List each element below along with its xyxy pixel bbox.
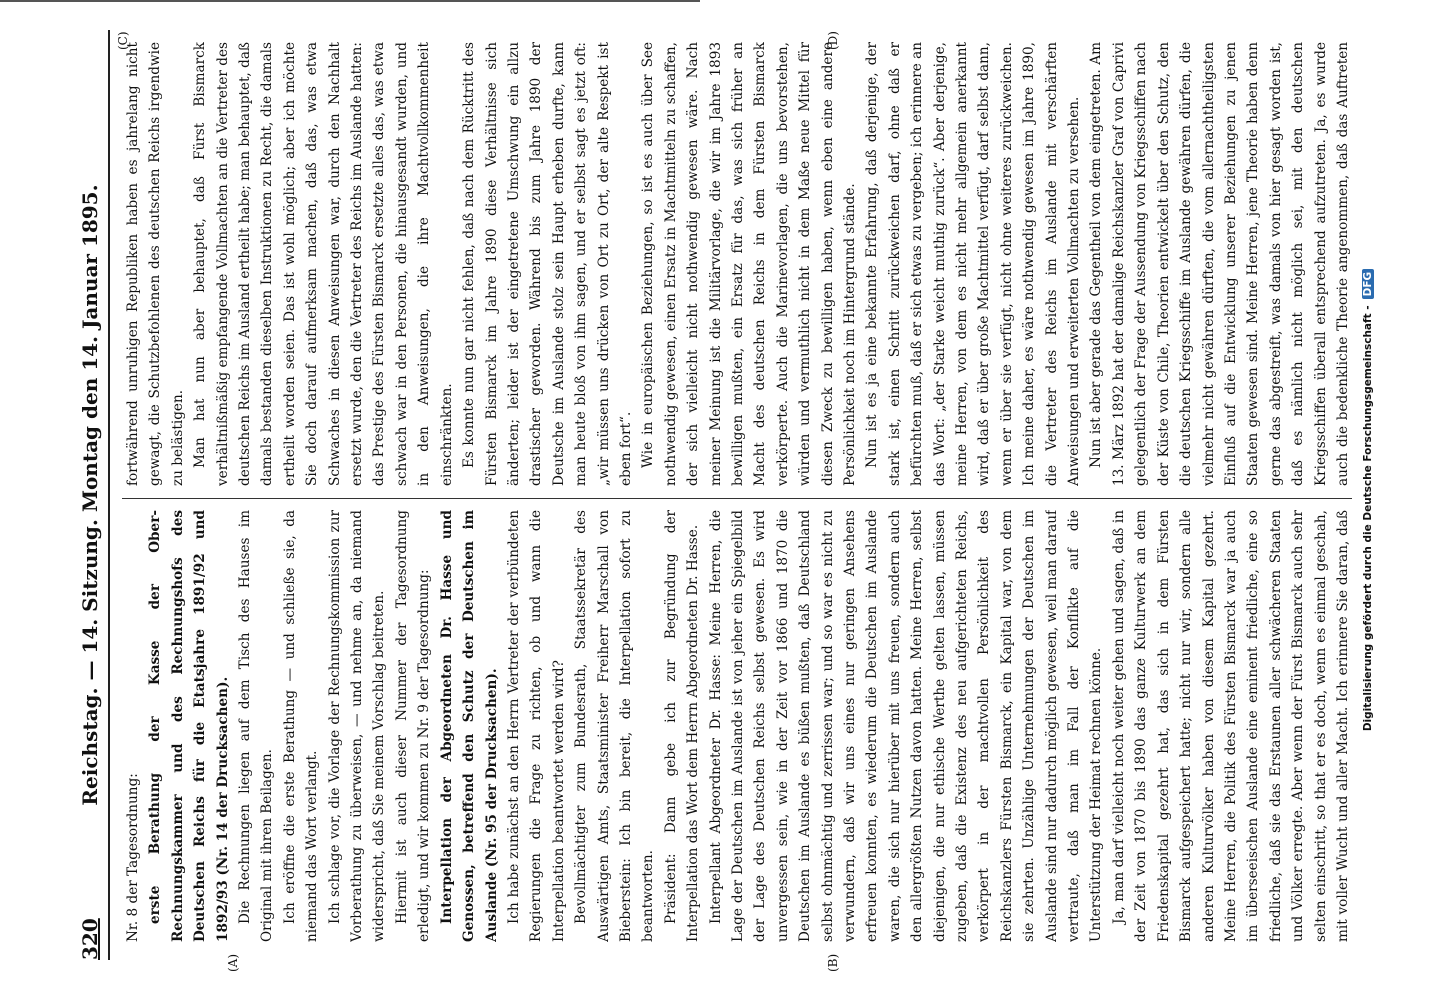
paragraph: Wie in europäischen Beziehungen, so ist es auch über See nothwendig gewesen, einen Ersatz in Machtmitteln zu schaffen, der sich vielleicht nicht nothwendig gewesen wäre. Nach meiner Meinung ist die Militärvorlage, die wir im Jahre 1893 bewilligen mußten, ein Ersatz für das, was sich früher an Macht des deutschen Reichs in dem Fürsten Bismarck verkörperte. Auch die Marinevorlagen, die uns bevorstehen, würden und vermuthlich nicht in dem Maße neue Mittel für diesen Zweck zu bewilligen haben, wenn eben eine andere Persönlichkeit noch im Hintergrund stände. (640, 42, 858, 486)
text-column-left (122, 510, 1352, 942)
paragraph: Nun ist aber gerade das Gegentheil von dem eingetreten. Am 13. März 1892 hat der damalige Reichskanzler Graf von Caprivi gelegentlich der Frage der Aussendung von Kriegsschiffen nach der Küste von Chile, Theorien entwickelt über den Schutz, den die deutschen Kriegsschiffe im Auslande gewähren dürfen, die vielmehr nicht gewähren dürften, die vom allernachtheiligsten Einfluß auf die Entwicklung unserer Beziehungen zu jenen Staaten gewesen sind. Meine Herren, jene Theorie haben denn gerne das abgestreift, was damals von hier gesagt worden ist, daß es nämlich nicht möglich sei, mit den deutschen Kriegsschiffen überall entsprechend aufzutreten. Ja, es wurde auch die bedenkliche Theorie angenommen, daß das Auftreten (1088, 42, 1351, 486)
running-title: Reichstag. — 14. Sitzung. Montag den 14. Januar 1895. (78, 184, 102, 806)
paragraph: Interpellant Abgeordneter Dr. Hasse: Meine Herren, die Lage der Deutschen im Auslande ist von jeher ein Spiegelbild der Lage des Deutschen Reichs selbst gewesen. Es wird unvergessen sein, wie in der Zeit vor 1866 und 1870 die Deutschen im Auslande es büßen mußten, daß Deutschland selbst ohnmächtig und zerrissen war; und so war es nicht zu verwundern, daß wir uns eines nur geringen Ansehens erfreuen konnten, es wiederum die Deutschen im Auslande waren, die sich nur hierüber mit uns freuen, sondern auch den allergrößten Nutzen davon hatten. Meine Herren, selbst diejenigen, die nur ethische Werthe gelten lassen, müssen zugeben, daß die Existenz des neu aufgerichteten Reichs, verkörpert in der machtvollen Persönlichkeit des Reichskanzlers Fürsten Bismarck, ein Kapital war, von dem sie zehrten. Unzählige Unternehmungen der Deutschen im Auslande sind nur dadurch möglich gewesen, weil man darauf vertraute, daß man im Fall der Konflikte auf die Unterstützung der Heimat rechnen könne. (707, 510, 1105, 942)
paragraph: Bevollmächtigter zum Bundesrath, Staatssekretär des Auswärtigen Amts, Staatsminister Freiherr Marschall von Bieberstein: Ich bin bereit, die Interpellation sofort zu beantworten. (573, 510, 657, 942)
page-number: 320 (78, 918, 102, 960)
paragraph: Ich habe zunächst an den Herrn Vertreter der verbündeten Regierungen die Frage zu richten, ob und wann die Interpellation beantwortet werden wird? (505, 510, 567, 942)
margin-mark-a: (A) (226, 953, 240, 972)
rotated-page (56, 20, 1376, 980)
scan-edge-line (0, 0, 700, 2)
credit-text: Digitalisierung gefördert durch die Deutsche Forschungsgemeinschaft - (1362, 305, 1374, 732)
paragraph: Die Rechnungen liegen auf dem Tisch des Hauses im Original mit ihren Beilagen. (237, 510, 276, 942)
page-header (74, 30, 110, 960)
text-column-right (122, 42, 1352, 486)
paragraph: Interpellation der Abgeordneten Dr. Hasse und Genossen, betreffend den Schutz der Deutschen im Auslande (Nr. 95 der Drucksachen). (438, 510, 500, 942)
dfg-logo-badge: DFG (1362, 269, 1374, 300)
paragraph: Man hat nun aber behauptet, daß Fürst Bismarck verhältnißmäßig empfangende Vollmachten an die Vertreter des deutschen Reichs im Ausland ertheilt habe; man behauptet, daß damals bestanden dieselben Instruktionen zu Recht, die damals ertheilt worden seien. Das ist wohl möglich; aber ich möchte Sie doch darauf aufmerksam machen, daß das, was etwa Schwaches in diesen Anweisungen war, durch den Nachhalt ersetzt wurde, den die Vertreter des Reichs im Auslande hatten: das Prestige des Fürsten Bismarck ersetzte alles das, was etwa schwach war in den Personen, die hinausgesandt wurden, und in den Anweisungen, die ihre Machtvollkommenheit einschränkten. (192, 42, 455, 486)
paragraph: erste Berathung der Kasse der Ober-Rechnungskammer und des Rechnungshofs des Deutschen Reichs für die Etatsjahre 1891/92 und 1892/93 (Nr. 14 der Drucksachen). (147, 510, 231, 942)
column-divider (122, 498, 1352, 499)
margin-mark-c: (C) (116, 31, 130, 50)
paragraph: Präsident: Dann gebe ich zur Begründung der Interpellation das Wort dem Herrn Abgeordneten Dr. Hasse. (662, 510, 702, 942)
paragraph: Nun ist es ja eine bekannte Erfahrung, daß derjenige, der stark ist, einen Schritt zurückweichen darf, ohne daß er befürchten muß, daß er sich etwas zu vergeben; ich erinnere an das Wort: „der Starke weicht muthig zurück“. Aber derjenige, meine Herren, von dem es nicht mehr allgemein anerkannt wird, daß er über große Machtmittel verfügt, darf selbst dann, wenn er über sie verfügt, nicht ohne weiteres zurückweichen. Ich meine daher, es wäre nothwendig gewesen im Jahre 1890, die Vertreter des Reichs im Auslande mit verschärften Anweisungen und erweiterten Vollmachten zu versehen. (864, 42, 1083, 486)
paragraph: Ich eröffne die erste Berathung — und schließe sie, da niemand das Wort verlangt. (281, 510, 321, 942)
paragraph: Ja, man darf vielleicht noch weiter gehen und sagen, daß in der Zeit von 1870 bis 1890 das ganze Kulturwerk an dem Friedenskapital gezehrt hat, das sich in dem Fürsten Bismarck aufgespeichert hatte; nicht nur wir, sondern alle anderen Kulturvölker haben von diesem Kapital gezehrt. Meine Herren, die Politik des Fürsten Bismarck war ja auch im überseeischen Auslande eine eminent friedliche, eine so friedliche, daß sie das Erstaunen aller schwächeren Staaten und Völker erregte. Aber wenn der Fürst Bismarck auch sehr selten einschritt, so that er es doch, wenn es einmal geschah, mit voller Wucht und aller Macht. Ich erinnere Sie daran, daß (1110, 510, 1351, 942)
paragraph: Hiermit ist auch dieser Nummer der Tagesordnung erledigt, und wir kommen zu Nr. 9 der Tagesordnung: (393, 510, 433, 942)
paragraph: Nr. 8 der Tagesordnung: (125, 773, 141, 942)
digitization-credit (1362, 20, 1382, 980)
paragraph: fortwährend unruhigen Republiken haben es jahrelang nicht gewagt, die Schutzbefohlenen des deutschen Reichs irgendwie zu belästigen. (125, 42, 186, 486)
paragraph: Es konnte nun gar nicht fehlen, daß nach dem Rücktritt des Fürsten Bismarck im Jahre 1890 diese Verhältnisse sich änderten; leider ist der eingetretene Umschwung ein allzu drastischer geworden. Während bis zum Jahre 1890 der Deutsche im Auslande stolz sein Haupt erheben durfte, kann man heute bloß von ihm sagen, und er selbst sagt es jetzt oft: „wir müssen uns drücken von Ort zu Ort, der alte Respekt ist eben fort“. (461, 42, 634, 486)
paragraph: Ich schlage vor, die Vorlage der Rechnungskommission zur Vorberathung zu überweisen, — und nehme an, da niemand widerspricht, daß Sie meinem Vorschlag beitreten. (326, 510, 388, 942)
margin-mark-b: (B) (826, 953, 840, 972)
margin-mark-d: (D) (826, 31, 840, 50)
